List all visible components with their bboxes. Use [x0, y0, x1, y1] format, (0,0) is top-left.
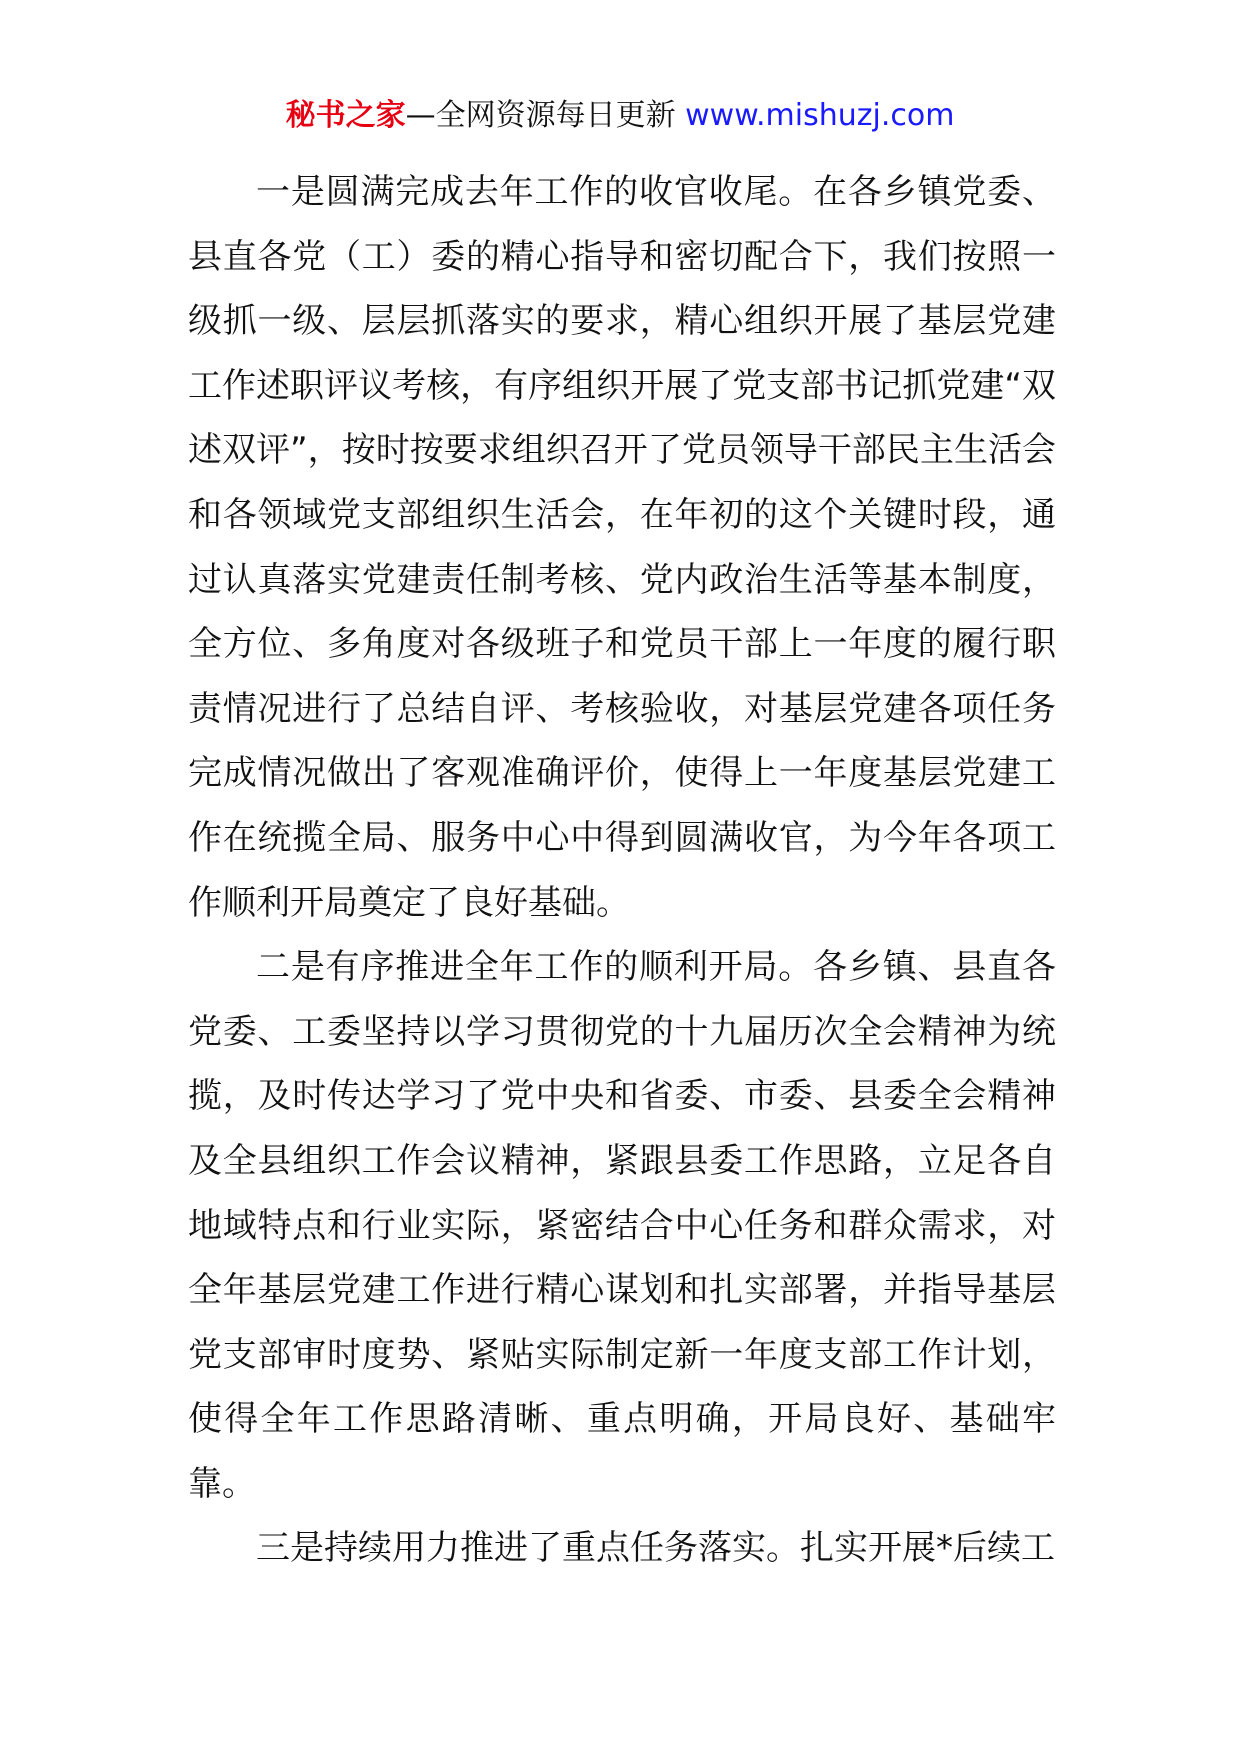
header-tagline: —全网资源每日更新: [405, 98, 686, 133]
paragraph-2: 二是有序推进全年工作的顺利开局。各乡镇、县直各党委、工委坚持以学习贯彻党的十九届历次全会精神为统揽，及时传达学习了党中央和省委、市委、县委全会精神及全县组织工作会议精神，紧跟县委工作思路，立足各自地域特点和行业实际，紧密结合中心任务和群众需求，对全年基层党建工作进行精心谋划和扎实部署，并指导基层党支部审时度势、紧贴实际制定新一年度支部工作计划，使得全年工作思路清晰、重点明确，开局良好、基础牢靠。: [188, 947, 1056, 1504]
brand-name: 秘书之家: [285, 98, 406, 133]
page-header: [0, 96, 1240, 136]
paragraph-3: 三是持续用力推进了重点任务落实。扎实开展*后续工: [256, 1528, 1055, 1569]
header-url[interactable]: www.mishuzj.com: [685, 98, 955, 133]
document-body: [188, 160, 1056, 1581]
paragraph-1: 一是圆满完成去年工作的收官收尾。在各乡镇党委、县直各党（工）委的精心指导和密切配合下，我们按照一级抓一级、层层抓落实的要求，精心组织开展了基层党建工作述职评议考核，有序组织开展了党支部书记抓党建“双述双评”，按时按要求组织召开了党员领导干部民主生活会和各领域党支部组织生活会，在年初的这个关键时段，通过认真落实党建责任制考核、党内政治生活等基本制度，全方位、多角度对各级班子和党员干部上一年度的履行职责情况进行了总结自评、考核验收，对基层党建各项任务完成情况做出了客观准确评价，使得上一年度基层党建工作在统揽全局、服务中心中得到圆满收官，为今年各项工作顺利开局奠定了良好基础。: [188, 172, 1056, 923]
